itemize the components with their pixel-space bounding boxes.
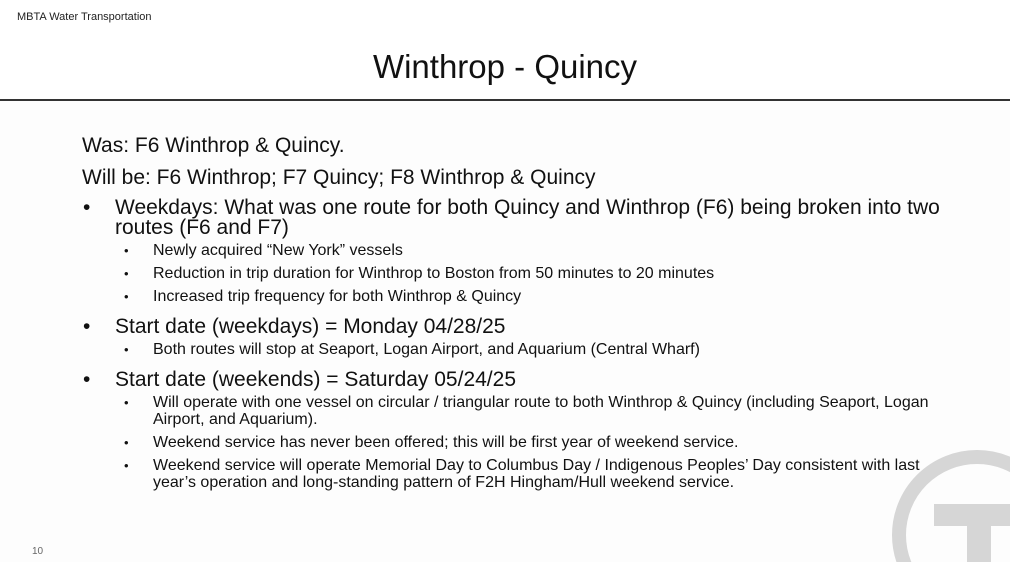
bullet-icon: • [124, 243, 129, 258]
bullet-text: Weekdays: What was one route for both Quincy and Winthrop (F6) being broken into two routes (F6 and F7) [115, 196, 940, 239]
bullet-text: Start date (weekends) = Saturday 05/24/25 [115, 368, 516, 391]
bullet-icon: • [124, 289, 129, 304]
sub-bullet [82, 457, 962, 491]
will-be-line: Will be: F6 Winthrop; F7 Quincy; F8 Winthrop & Quincy [82, 166, 596, 189]
bullet-start-weekdays [82, 317, 962, 337]
bullet-icon: • [124, 435, 129, 450]
sub-bullet-text: Both routes will stop at Seaport, Logan Airport, and Aquarium (Central Wharf) [153, 341, 700, 358]
sub-bullet-text: Will operate with one vessel on circular / triangular route to both Winthrop & Quincy (including Seaport, Logan Airport, and Aquarium). [153, 394, 929, 428]
sub-bullet-text: Weekend service will operate Memorial Day to Columbus Day / Indigenous Peoples’ Day consistent with last year’s operation and long-standing pattern of F2H Hingham/Hull weekend service. [153, 457, 920, 491]
sub-bullet-text: Reduction in trip duration for Winthrop to Boston from 50 minutes to 20 minutes [153, 265, 715, 282]
sub-bullet [82, 242, 962, 259]
bullet-start-weekends [82, 370, 962, 390]
bullet-icon: • [124, 266, 129, 281]
sub-bullet-text: Weekend service has never been offered; this will be first year of weekend service. [153, 434, 739, 451]
was-line: Was: F6 Winthrop & Quincy. [82, 134, 345, 157]
sub-bullet [82, 341, 962, 358]
sub-bullet [82, 288, 962, 305]
sub-bullet [82, 394, 962, 428]
bullet-icon: • [124, 342, 129, 357]
page-number: 10 [32, 546, 44, 557]
slide-title: Winthrop - Quincy [372, 48, 638, 85]
bullet-icon: • [83, 196, 91, 219]
title-divider [0, 99, 1010, 101]
slide-header [0, 0, 1010, 100]
sub-bullet [82, 265, 962, 282]
sub-bullet-text: Increased trip frequency for both Winthrop & Quincy [153, 288, 522, 305]
org-label: MBTA Water Transportation [17, 11, 152, 23]
bullet-text: Start date (weekdays) = Monday 04/28/25 [115, 315, 506, 338]
slide-body [82, 134, 962, 497]
sub-bullet [82, 434, 962, 451]
bullet-icon: • [124, 395, 129, 410]
bullet-weekdays [82, 198, 962, 238]
bullet-icon: • [83, 315, 91, 338]
bullet-icon: • [83, 368, 91, 391]
bullet-icon: • [124, 458, 129, 473]
sub-bullet-text: Newly acquired “New York” vessels [153, 242, 403, 259]
